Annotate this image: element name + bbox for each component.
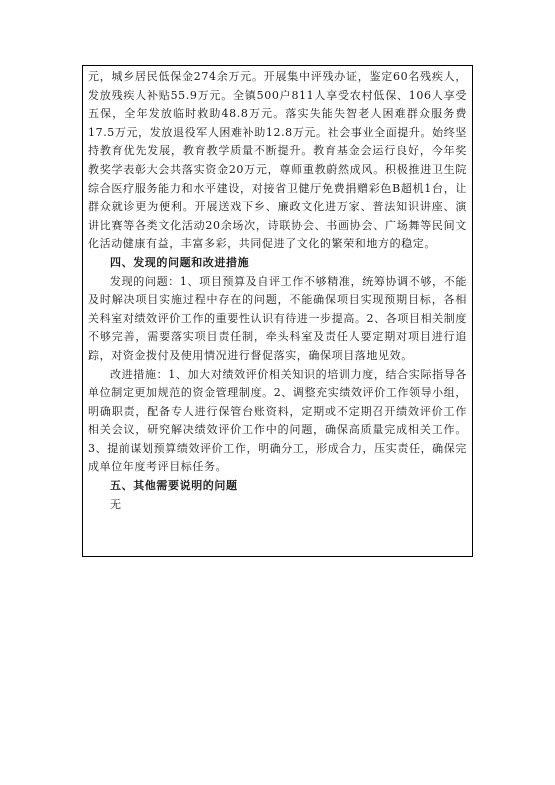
section-5-content: 无 xyxy=(110,497,122,511)
continuation-paragraph: 元，城乡居民低保金274余万元。开展集中评残办证，鉴定60名残疾人，发放残疾人补贴55.9万元。全镇500户811人享受农村低保、106人享受五保，全年发放临时救助48.8万元。落实失能失智老人困难群众服务费17.5万元，发放退役军人困难补助12.8万元。社会事业全面提升。始终坚持教育优先发展，教育教学质量不断提升。教育基金会运行良好，今年奖教奖学表彰大会共落实资金20万元，尊师重教蔚然成风。积极推进卫生院综合医疗服务能力和水平建设，对接省卫健厅免费捐赠彩色B超机1台，让群众就诊更为便利。开展送戏下乡、廉政文化进万家、普法知识讲座、演讲比赛等各类文化活动20余场次，诗联协会、书画协会、广场舞等民间文化活动健康有益，丰富多彩，共同促进了文化的繁荣和地方的稳定。 xyxy=(88,70,467,251)
problems-paragraph: 发现的问题：1、项目预算及自评工作不够精准，统筹协调不够，不能及时解决项目实施过程中存在的问题，不能确保项目实现预期目标，各相关科室对绩效评价工作的重要性认识有待进一步提高。2、各项目相关制度不够完善，需要落实项目责任制，牵头科室及责任人要定期对项目进行追踪，对资金拨付及使用情况进行督促落实，确保项目落地见效。 xyxy=(88,274,467,362)
section-4-heading: 四、发现的问题和改进措施 xyxy=(110,255,250,269)
content-table-cell xyxy=(82,65,473,557)
section-5-heading: 五、其他需要说明的问题 xyxy=(110,479,238,493)
measures-paragraph: 改进措施：1、加大对绩效评价相关知识的培训力度，结合实际指导各单位制定更加规范的资金管理制度。2、调整充实绩效评价工作领导小组，明确职责，配备专人进行保管台账资料，定期或不定期召开绩效评价工作相关会议，研究解决绩效评价工作中的问题，确保高质量完成相关工作。3、提前谋划预算绩效评价工作，明确分工，形成合力，压实责任，确保完成单位年度考评目标任务。 xyxy=(88,367,467,474)
